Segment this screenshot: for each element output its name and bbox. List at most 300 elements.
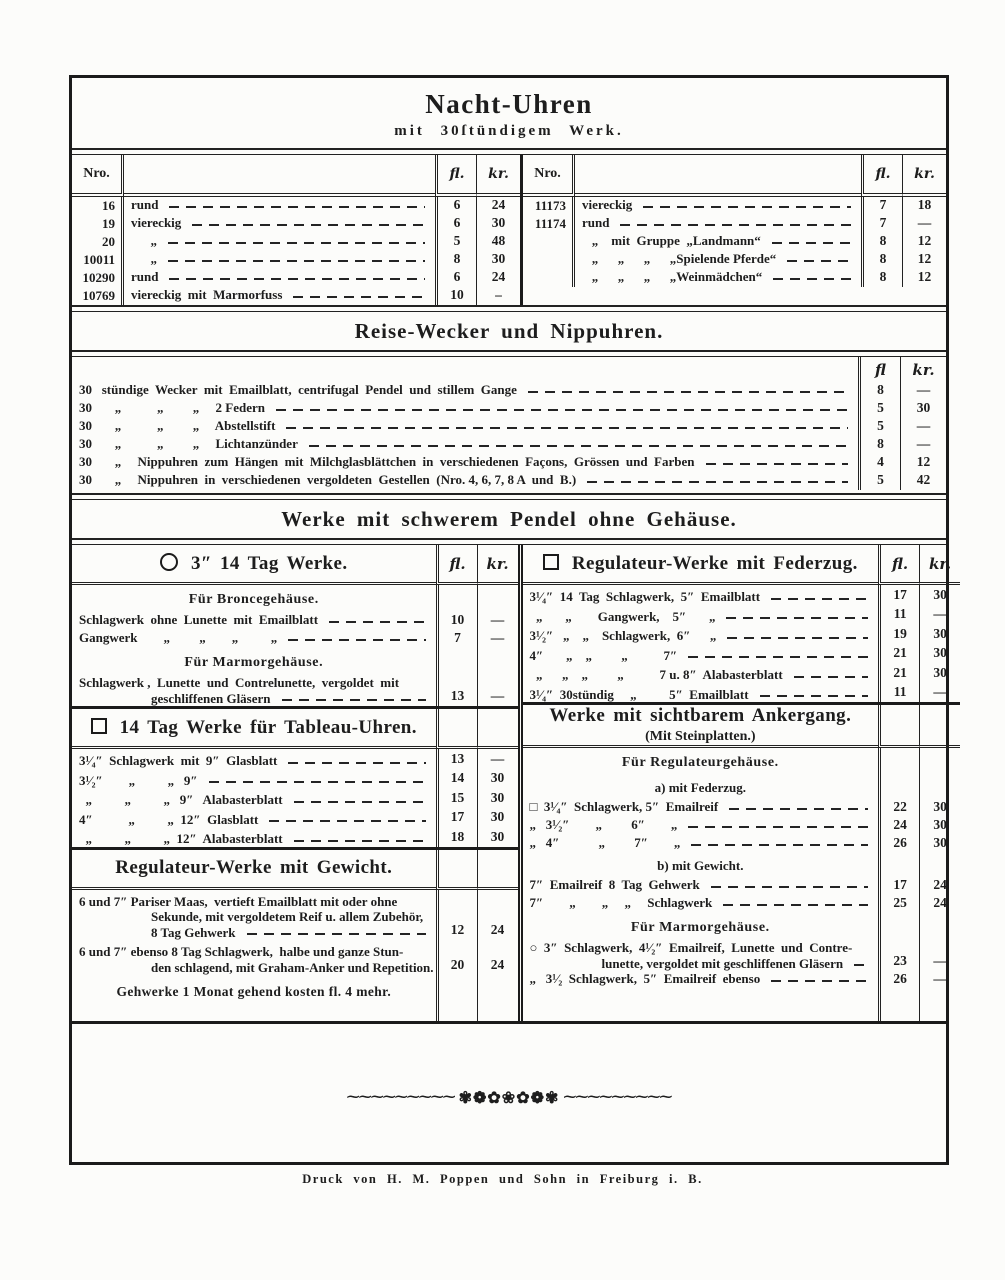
row-price-kr: 24 bbox=[919, 895, 960, 913]
row-line bbox=[530, 648, 877, 664]
leader-dashes bbox=[294, 840, 426, 842]
row-desc bbox=[72, 382, 858, 400]
row-price-fl: 4 bbox=[858, 454, 900, 472]
leader-dashes bbox=[247, 933, 426, 935]
row-desc bbox=[124, 197, 435, 215]
row-desc bbox=[523, 817, 879, 835]
row-nro bbox=[523, 251, 575, 269]
row-line bbox=[79, 792, 434, 808]
leader-dashes bbox=[169, 278, 425, 280]
printer-imprint: Druck von H. M. Poppen und Sohn in Freiburg i. B. bbox=[302, 1172, 703, 1186]
row-nro: 20 bbox=[72, 233, 124, 251]
row-price-kr: — bbox=[900, 436, 946, 454]
row-price-kr: 30 bbox=[476, 215, 520, 233]
row-price-fl: 8 bbox=[435, 251, 476, 269]
col-header-kr: kr. bbox=[477, 545, 518, 585]
row-price-fl: 21 bbox=[878, 644, 919, 664]
row-desc bbox=[124, 287, 435, 305]
nacht-uhren-table-right bbox=[520, 155, 946, 305]
row-text: „ 4″ „ 7″ „ bbox=[529, 835, 681, 850]
leader-dashes bbox=[286, 427, 848, 429]
empty-header-cell bbox=[477, 850, 518, 890]
row-price-fl: 15 bbox=[436, 788, 477, 808]
row-price-fl: 7 bbox=[861, 197, 902, 215]
row-desc bbox=[523, 683, 879, 703]
row-line bbox=[79, 773, 434, 789]
row-price-kr: — bbox=[477, 630, 518, 648]
row-line bbox=[582, 233, 859, 249]
row-price-kr: 30 bbox=[919, 817, 960, 835]
row-price-kr: 30 bbox=[919, 644, 960, 664]
row-line bbox=[79, 418, 856, 434]
row-price-kr: — bbox=[902, 215, 946, 233]
row-desc bbox=[575, 215, 861, 233]
empty-cell bbox=[72, 1006, 436, 1021]
leader-dashes bbox=[760, 695, 869, 697]
row-desc bbox=[523, 835, 879, 853]
empty-cell bbox=[878, 853, 919, 877]
row-price-fl: 8 bbox=[861, 269, 902, 287]
row-text: 6 und 7″ ebenso 8 Tag Schlagwerk, halbe und ganze Stun- bbox=[79, 944, 404, 959]
row-text: rund bbox=[131, 269, 159, 284]
col-header-fl: fl. bbox=[436, 545, 477, 585]
column-filler bbox=[72, 1006, 518, 1021]
row-desc bbox=[523, 644, 879, 664]
leader-dashes bbox=[794, 676, 868, 678]
leader-dashes bbox=[620, 224, 851, 226]
row-price-fl: 6 bbox=[435, 269, 476, 287]
row-nro: 11173 bbox=[523, 197, 575, 215]
row-text: „ „ „ 9″ Alabasterblatt bbox=[79, 792, 283, 807]
row-text: 8 Tag Gehwerk bbox=[151, 924, 236, 940]
row-nro: 10769 bbox=[72, 287, 124, 305]
row-price-fl: 8 bbox=[861, 251, 902, 269]
row-price-kr: — bbox=[919, 683, 960, 703]
empty-cell bbox=[477, 648, 518, 675]
empty-cell bbox=[436, 1006, 477, 1021]
subtable-header bbox=[72, 545, 436, 585]
reise-wecker-title-block bbox=[72, 312, 946, 350]
row-text: viereckig mit Marmorfuss bbox=[131, 287, 283, 302]
row-desc bbox=[523, 895, 879, 913]
subtable-header bbox=[72, 709, 436, 749]
row-line bbox=[530, 956, 877, 972]
row-price-fl: 11 bbox=[878, 605, 919, 625]
row-line bbox=[530, 877, 877, 893]
row-text: geschliffenen Gläsern bbox=[151, 690, 271, 706]
row-price-kr: 12 bbox=[902, 251, 946, 269]
row-text: „ bbox=[131, 233, 157, 248]
row-desc bbox=[124, 251, 435, 269]
reise-wecker-table bbox=[72, 357, 946, 493]
section-title: Werke mit schwerem Pendel ohne Gehäuse. bbox=[281, 507, 737, 531]
row-line bbox=[79, 753, 434, 769]
row-desc bbox=[72, 827, 436, 847]
leader-dashes bbox=[282, 699, 426, 701]
row-nro bbox=[523, 233, 575, 251]
row-text: den schlagend, mit Graham-Anker und Repetition. bbox=[151, 959, 434, 975]
leader-dashes bbox=[787, 260, 851, 262]
subheading: Für Regulateurgehäuse. bbox=[621, 755, 779, 770]
row-text: „ „ „ 12″ Alabasterblatt bbox=[79, 831, 283, 846]
row-desc bbox=[523, 605, 879, 625]
row-price-fl: 17 bbox=[878, 877, 919, 895]
row-desc bbox=[72, 418, 858, 436]
row-nro: 10290 bbox=[72, 269, 124, 287]
pendel-right-column bbox=[518, 545, 961, 1021]
row-text: „ „ „ „Weinmädchen“ bbox=[582, 269, 763, 284]
row-price-fl: 26 bbox=[878, 971, 919, 989]
row-desc bbox=[575, 197, 861, 215]
row-line bbox=[79, 675, 434, 691]
row-line bbox=[79, 960, 434, 976]
column-filler bbox=[523, 989, 961, 1021]
row-line bbox=[530, 628, 877, 644]
subtable-header bbox=[523, 705, 879, 748]
row-price-kr: 24 bbox=[477, 890, 518, 941]
empty-cell bbox=[919, 989, 960, 1021]
row-desc bbox=[72, 436, 858, 454]
row-desc bbox=[124, 215, 435, 233]
row-price-kr: – bbox=[476, 287, 520, 305]
row-text: Gangwerk „ „ „ „ bbox=[79, 630, 278, 645]
row-line bbox=[582, 269, 859, 285]
row-desc bbox=[72, 400, 858, 418]
row-line bbox=[79, 436, 856, 452]
row-line bbox=[131, 215, 433, 231]
floral-divider bbox=[72, 1088, 946, 1108]
subheading: Für Marmorgehäuse. bbox=[184, 655, 324, 670]
row-price-kr: 24 bbox=[919, 877, 960, 895]
row-text: 3¹⁄₄″ 30stündig „ 5″ Emailblatt bbox=[529, 686, 749, 702]
leader-dashes bbox=[293, 296, 425, 298]
row-price-fl: 5 bbox=[435, 233, 476, 251]
subtable-title: Werke mit sichtbarem Ankergang. bbox=[549, 705, 852, 726]
col-header-desc bbox=[575, 155, 861, 197]
col-header-nro: Nro. bbox=[523, 155, 575, 197]
col-header-kr: kr. bbox=[902, 155, 946, 197]
leader-dashes bbox=[329, 621, 425, 623]
row-price-kr: 30 bbox=[477, 769, 518, 789]
row-price-kr: 30 bbox=[919, 835, 960, 853]
leader-dashes bbox=[209, 781, 426, 783]
row-price-kr: 30 bbox=[477, 788, 518, 808]
row-text: 3¹⁄₂″ „ „ Schlagwerk, 6″ „ bbox=[529, 628, 717, 643]
row-desc bbox=[72, 630, 436, 648]
subtable-title: Regulateur-Werke mit Gewicht. bbox=[115, 857, 393, 878]
leader-dashes bbox=[771, 980, 868, 982]
row-line bbox=[530, 835, 877, 851]
row-desc bbox=[575, 233, 861, 251]
row-price-fl: 5 bbox=[858, 418, 900, 436]
row-desc bbox=[523, 799, 879, 817]
row-price-fl: 11 bbox=[878, 683, 919, 703]
row-text: 3¹⁄₄″ 14 Tag Schlagwerk, 5″ Emailblatt bbox=[529, 589, 761, 604]
pendel-left-column bbox=[72, 545, 518, 1021]
row-text: 30 stündige Wecker mit Emailblatt, centrifugal Pendel und stillem Gange bbox=[79, 382, 517, 397]
row-line bbox=[79, 894, 434, 910]
row-desc bbox=[72, 808, 436, 828]
row-line bbox=[79, 831, 434, 847]
row-text: 3¹⁄₂″ „ „ 9″ bbox=[79, 772, 198, 788]
row-price-fl: 5 bbox=[858, 400, 900, 418]
row-price-kr: 48 bbox=[476, 233, 520, 251]
row-price-kr: 30 bbox=[476, 251, 520, 269]
leader-dashes bbox=[726, 617, 868, 619]
pendel-title-block bbox=[72, 500, 946, 538]
leader-dashes bbox=[169, 206, 425, 208]
row-text: viereckig bbox=[582, 197, 633, 212]
row-desc bbox=[72, 788, 436, 808]
row-price-kr: — bbox=[919, 605, 960, 625]
row-price-fl: 23 bbox=[878, 940, 919, 971]
row-text: 4″ „ „ „ 7″ bbox=[529, 647, 678, 663]
page-title: Nacht-Uhren bbox=[425, 89, 593, 119]
row-price-fl: 21 bbox=[878, 663, 919, 683]
col-header-nro: Nro. bbox=[72, 155, 124, 197]
row-price-fl: 6 bbox=[435, 197, 476, 215]
row-desc bbox=[523, 940, 879, 971]
row-text: 30 „ „ „ Lichtanzünder bbox=[79, 436, 298, 451]
leader-dashes bbox=[294, 801, 426, 803]
row-desc bbox=[72, 940, 436, 975]
row-desc bbox=[124, 233, 435, 251]
row-desc bbox=[72, 749, 436, 769]
row-desc bbox=[72, 675, 436, 706]
leader-dashes bbox=[854, 964, 868, 966]
row-price-kr: — bbox=[919, 940, 960, 971]
empty-cell bbox=[436, 648, 477, 675]
col-header-kr: kr. bbox=[900, 357, 946, 382]
row-desc bbox=[523, 585, 879, 605]
row-desc bbox=[523, 663, 879, 683]
square-icon bbox=[91, 718, 107, 734]
row-text: Schlagwerk , Lunette und Contrelunette, vergoldet mit bbox=[79, 675, 400, 690]
row-line bbox=[530, 940, 877, 956]
row-price-fl: 5 bbox=[858, 472, 900, 490]
leader-dashes bbox=[309, 445, 848, 447]
row-price-kr: 12 bbox=[902, 269, 946, 287]
row-nro bbox=[523, 269, 575, 287]
row-text: 7″ Emailreif 8 Tag Gehwerk bbox=[529, 877, 700, 892]
leader-dashes bbox=[587, 481, 848, 483]
row-text: ○ 3″ Schlagwerk, 4¹⁄₂″ Emailreif, Lunette und Contre- bbox=[529, 940, 853, 955]
row-price-fl: 13 bbox=[436, 749, 477, 769]
subheading: Für Marmorgehäuse. bbox=[630, 920, 770, 935]
empty-cell bbox=[878, 989, 919, 1021]
leader-dashes bbox=[688, 826, 868, 828]
row-price-kr: 30 bbox=[477, 808, 518, 828]
row-price-fl: 10 bbox=[436, 612, 477, 630]
row-line bbox=[131, 233, 433, 249]
row-line bbox=[79, 454, 856, 470]
row-text: □ 3¹⁄₄″ Schlagwerk, 5″ Emailreif bbox=[529, 799, 719, 814]
empty-cell bbox=[477, 585, 518, 612]
leader-dashes bbox=[773, 278, 851, 280]
row-desc bbox=[575, 251, 861, 269]
empty-cell bbox=[919, 775, 960, 799]
row-price-fl: 18 bbox=[436, 827, 477, 847]
col-header-fl: fl. bbox=[878, 545, 919, 585]
empty-header-cell bbox=[919, 705, 960, 748]
row-text: Sekunde, mit vergoldetem Reif u. allem Zubehör, bbox=[151, 909, 424, 924]
divider bbox=[72, 305, 946, 312]
row-line bbox=[530, 667, 877, 683]
row-text: viereckig bbox=[131, 215, 182, 230]
row-price-kr: — bbox=[477, 749, 518, 769]
nacht-uhren-table bbox=[72, 155, 946, 305]
row-text: „ „ „ „Spielende Pferde“ bbox=[582, 251, 777, 266]
empty-cell bbox=[919, 913, 960, 940]
row-line bbox=[582, 215, 859, 231]
row-line bbox=[530, 971, 877, 987]
row-price-fl: 22 bbox=[878, 799, 919, 817]
leader-dashes bbox=[288, 762, 425, 764]
leader-dashes bbox=[711, 886, 868, 888]
row-price-fl: 24 bbox=[878, 817, 919, 835]
leader-dashes bbox=[706, 463, 849, 465]
row-price-kr: — bbox=[919, 971, 960, 989]
row-price-kr: 24 bbox=[476, 269, 520, 287]
row-nro: 11174 bbox=[523, 215, 575, 233]
empty-cell bbox=[523, 989, 879, 1021]
row-line bbox=[79, 909, 434, 925]
row-text: 30 „ „ „ Abstellstift bbox=[79, 418, 276, 433]
subtable-title: 14 Tag Werke für Tableau-Uhren. bbox=[119, 716, 417, 738]
row-price-kr: 12 bbox=[900, 454, 946, 472]
row-desc bbox=[575, 269, 861, 287]
row-price-fl: 13 bbox=[436, 675, 477, 706]
col-header-desc bbox=[124, 155, 435, 197]
subtable-header bbox=[72, 850, 436, 890]
row-line bbox=[131, 287, 433, 303]
leader-dashes bbox=[288, 639, 425, 641]
page-frame bbox=[69, 75, 952, 1165]
federzug-table bbox=[523, 545, 961, 702]
row-price-kr: 24 bbox=[477, 940, 518, 975]
empty-cell bbox=[477, 975, 518, 1006]
section-title: Reise-Wecker und Nippuhren. bbox=[354, 319, 664, 343]
row-text: „ „ „ „ 7 u. 8″ Alabasterblatt bbox=[529, 667, 783, 682]
col-header-desc bbox=[72, 357, 858, 382]
floral-ornament-icon: ✾❁✿❀✿❁✾ bbox=[458, 1090, 560, 1107]
empty-cell bbox=[436, 585, 477, 612]
nacht-uhren-table-left bbox=[72, 155, 520, 305]
row-price-kr: 30 bbox=[919, 585, 960, 605]
row-desc bbox=[72, 890, 436, 941]
leader-dashes bbox=[276, 409, 848, 411]
nacht-uhren-title-block bbox=[72, 78, 946, 148]
divider bbox=[72, 148, 946, 155]
row-desc bbox=[124, 269, 435, 287]
row-desc bbox=[523, 971, 879, 989]
empty-header-cell bbox=[477, 709, 518, 749]
empty-cell bbox=[878, 913, 919, 940]
col-header-fl: fl. bbox=[861, 155, 902, 197]
leader-dashes bbox=[168, 260, 425, 262]
row-line bbox=[530, 687, 877, 703]
col-header-fl: fl bbox=[858, 357, 900, 382]
col-header-fl: fl. bbox=[435, 155, 476, 197]
pendel-columns bbox=[72, 545, 952, 1024]
row-line bbox=[530, 589, 877, 605]
row-price-fl: 26 bbox=[878, 835, 919, 853]
row-price-fl: 14 bbox=[436, 769, 477, 789]
leader-dashes bbox=[723, 904, 868, 906]
divider bbox=[72, 538, 946, 545]
row-text: 30 „ „ „ 2 Federn bbox=[79, 400, 265, 415]
row-line bbox=[530, 799, 877, 815]
row-text: „ mit Gruppe „Landmann“ bbox=[582, 233, 761, 248]
divider bbox=[72, 350, 946, 357]
leader-dashes bbox=[772, 242, 851, 244]
row-text: „ bbox=[131, 251, 157, 266]
row-price-fl: 6 bbox=[435, 215, 476, 233]
leader-dashes bbox=[168, 242, 425, 244]
row-nro: 19 bbox=[72, 215, 124, 233]
page-subtitle: mit 30ſtündigem Werk. bbox=[394, 123, 624, 139]
row-price-fl: 12 bbox=[436, 890, 477, 941]
row-price-fl: 17 bbox=[878, 585, 919, 605]
leader-dashes bbox=[771, 598, 868, 600]
gewicht-table bbox=[72, 850, 518, 1007]
row-line bbox=[79, 630, 434, 646]
leader-dashes bbox=[729, 808, 868, 810]
row-line bbox=[79, 925, 434, 941]
row-price-kr: 30 bbox=[919, 799, 960, 817]
row-price-fl: 8 bbox=[858, 382, 900, 400]
col-header-kr: kr. bbox=[919, 545, 960, 585]
subtable-header bbox=[523, 545, 879, 585]
tag14-table bbox=[72, 545, 518, 706]
row-price-fl: 7 bbox=[436, 630, 477, 648]
row-text: „ 3¹⁄₂ Schlagwerk, 5″ Emailreif ebenso bbox=[529, 971, 761, 986]
row-price-fl: 20 bbox=[436, 940, 477, 975]
empty-cell bbox=[477, 1006, 518, 1021]
tableau-table bbox=[72, 709, 518, 847]
row-desc bbox=[72, 454, 858, 472]
empty-header-cell bbox=[436, 850, 477, 890]
row-price-fl: 17 bbox=[436, 808, 477, 828]
row-line bbox=[530, 609, 877, 625]
leader-dashes bbox=[643, 206, 851, 208]
row-price-fl: 8 bbox=[861, 233, 902, 251]
leader-dashes bbox=[691, 844, 868, 846]
divider bbox=[72, 493, 946, 500]
leader-dashes bbox=[727, 637, 868, 639]
row-text: 30 „ Nippuhren in verschiedenen vergoldeten Gestellen (Nro. 4, 6, 7, 8 A und B.) bbox=[79, 472, 577, 487]
square-icon bbox=[543, 554, 559, 570]
row-text: lunette, vergoldet mit geschliffenen Gläsern bbox=[601, 955, 844, 971]
row-line bbox=[79, 382, 856, 398]
leader-dashes bbox=[528, 391, 848, 393]
row-text: 6 und 7″ Pariser Maas, vertieft Emailblatt mit oder ohne bbox=[79, 893, 398, 909]
row-price-kr: — bbox=[477, 612, 518, 630]
leader-dashes bbox=[269, 820, 425, 822]
row-line bbox=[79, 472, 856, 488]
row-text: 4″ „ „ 12″ Glasblatt bbox=[79, 811, 259, 827]
row-line bbox=[131, 269, 433, 285]
empty-cell bbox=[919, 748, 960, 775]
row-line bbox=[530, 817, 877, 833]
table-note: Gehwerke 1 Monat gehend kosten fl. 4 mehr. bbox=[116, 984, 392, 999]
subtable-title: Regulateur-Werke mit Federzug. bbox=[571, 552, 858, 574]
subtable-subtitle: (Mit Steinplatten.) bbox=[645, 729, 756, 744]
empty-header-cell bbox=[878, 705, 919, 748]
row-line bbox=[79, 812, 434, 828]
row-text: rund bbox=[582, 215, 610, 230]
row-line bbox=[131, 197, 433, 213]
